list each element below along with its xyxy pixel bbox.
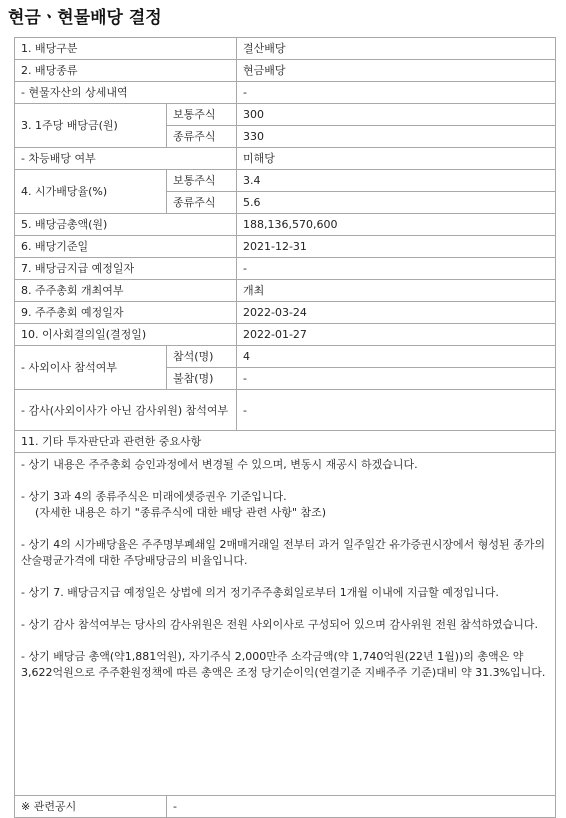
sub-label-preferred: 종류주식	[167, 126, 237, 148]
disclosure-table	[14, 37, 556, 818]
row-label-yield: 4. 시가배당율(%)	[15, 170, 167, 214]
value-yield-preferred: 5.6	[237, 192, 556, 214]
row-value-payment-date: -	[237, 258, 556, 280]
row-value-record-date: 2021-12-31	[237, 236, 556, 258]
table-row	[15, 148, 556, 170]
value-present: 4	[237, 346, 556, 368]
row-label-related: ※ 관련공시	[15, 796, 167, 818]
row-label-board-date: 10. 이사회결의일(결정일)	[15, 324, 237, 346]
row-label-record-date: 6. 배당기준일	[15, 236, 237, 258]
table-row	[15, 324, 556, 346]
sub-label-common: 보통주식	[167, 104, 237, 126]
table-row	[15, 60, 556, 82]
note-3: - 상기 4의 시가배당율은 주주명부폐쇄일 2매매거래일 전부터 과거 일주일간 유가증권시장에서 형성된 종가의 산술평균가격에 대한 주당배당금의 비율입니다.	[21, 538, 545, 567]
row-label-agm-date: 9. 주주총회 예정일자	[15, 302, 237, 324]
note-6: - 상기 배당금 총액(약1,881억원), 자기주식 2,000만주 소각금액(약 1,740억원(22년 1월))의 총액은 약 3,622억원으로 주주환원정책에 따른 총액은 조정 당기순이익(연결기준 지배주주 기준)대비 약 31.3%입니다.	[21, 650, 546, 679]
note-2b: (자세한 내용은 하기 "종류주식에 대한 배당 관련 사항" 참조)	[35, 506, 327, 519]
notes-cell	[15, 453, 556, 796]
row-label-dps: 3. 1주당 배당금(원)	[15, 104, 167, 148]
row-value-board-date: 2022-01-27	[237, 324, 556, 346]
table-row	[15, 280, 556, 302]
row-value-agm-held: 개최	[237, 280, 556, 302]
row-value-in-kind-details: -	[237, 82, 556, 104]
table-row	[15, 104, 556, 126]
table-row	[15, 390, 556, 431]
row-label-total: 5. 배당금총액(원)	[15, 214, 237, 236]
value-absent: -	[237, 368, 556, 390]
table-row	[15, 214, 556, 236]
row-label-differential: - 차등배당 여부	[15, 148, 237, 170]
table-row	[15, 431, 556, 453]
note-2: - 상기 3과 4의 종류주식은 미래에셋증권우 기준입니다.	[21, 490, 287, 503]
table-row	[15, 346, 556, 368]
sub-label-present: 참석(명)	[167, 346, 237, 368]
row-label-dividend-type: 1. 배당구분	[15, 38, 237, 60]
page-title: 현금ㆍ현물배당 결정	[8, 8, 162, 28]
sub-label-preferred: 종류주식	[167, 192, 237, 214]
table-row	[15, 38, 556, 60]
row-value-related: -	[167, 796, 556, 818]
row-value-agm-date: 2022-03-24	[237, 302, 556, 324]
row-value-total: 188,136,570,600	[237, 214, 556, 236]
note-4: - 상기 7. 배당금지급 예정일은 상법에 의거 정기주주총회일로부터 1개월 이내에 지급할 예정입니다.	[21, 586, 499, 599]
table-row	[15, 302, 556, 324]
table-row	[15, 453, 556, 796]
row-value-dividend-type: 결산배당	[237, 38, 556, 60]
table-row	[15, 258, 556, 280]
table-row	[15, 170, 556, 192]
value-dps-preferred: 330	[237, 126, 556, 148]
table-row	[15, 796, 556, 818]
value-dps-common: 300	[237, 104, 556, 126]
row-label-dividend-kind: 2. 배당종류	[15, 60, 237, 82]
row-label-outside-directors: - 사외이사 참석여부	[15, 346, 167, 390]
value-yield-common: 3.4	[237, 170, 556, 192]
row-label-auditor-attendance: - 감사(사외이사가 아닌 감사위원) 참석여부	[15, 390, 237, 431]
sub-label-absent: 불참(명)	[167, 368, 237, 390]
sub-label-common: 보통주식	[167, 170, 237, 192]
table-row	[15, 236, 556, 258]
note-1: - 상기 내용은 주주총회 승인과정에서 변경될 수 있으며, 변동시 재공시 하겠습니다.	[21, 458, 418, 471]
note-5: - 상기 감사 참석여부는 당사의 감사위원은 전원 사외이사로 구성되어 있으며 감사위원 전원 참석하였습니다.	[21, 618, 538, 631]
row-label-other-matters: 11. 기타 투자판단과 관련한 중요사항	[15, 431, 556, 453]
row-label-in-kind-details: - 현물자산의 상세내역	[15, 82, 237, 104]
row-value-dividend-kind: 현금배당	[237, 60, 556, 82]
row-label-payment-date: 7. 배당금지급 예정일자	[15, 258, 237, 280]
row-value-auditor-attendance: -	[237, 390, 556, 431]
table-row	[15, 82, 556, 104]
row-value-differential: 미해당	[237, 148, 556, 170]
row-label-agm-held: 8. 주주총회 개최여부	[15, 280, 237, 302]
